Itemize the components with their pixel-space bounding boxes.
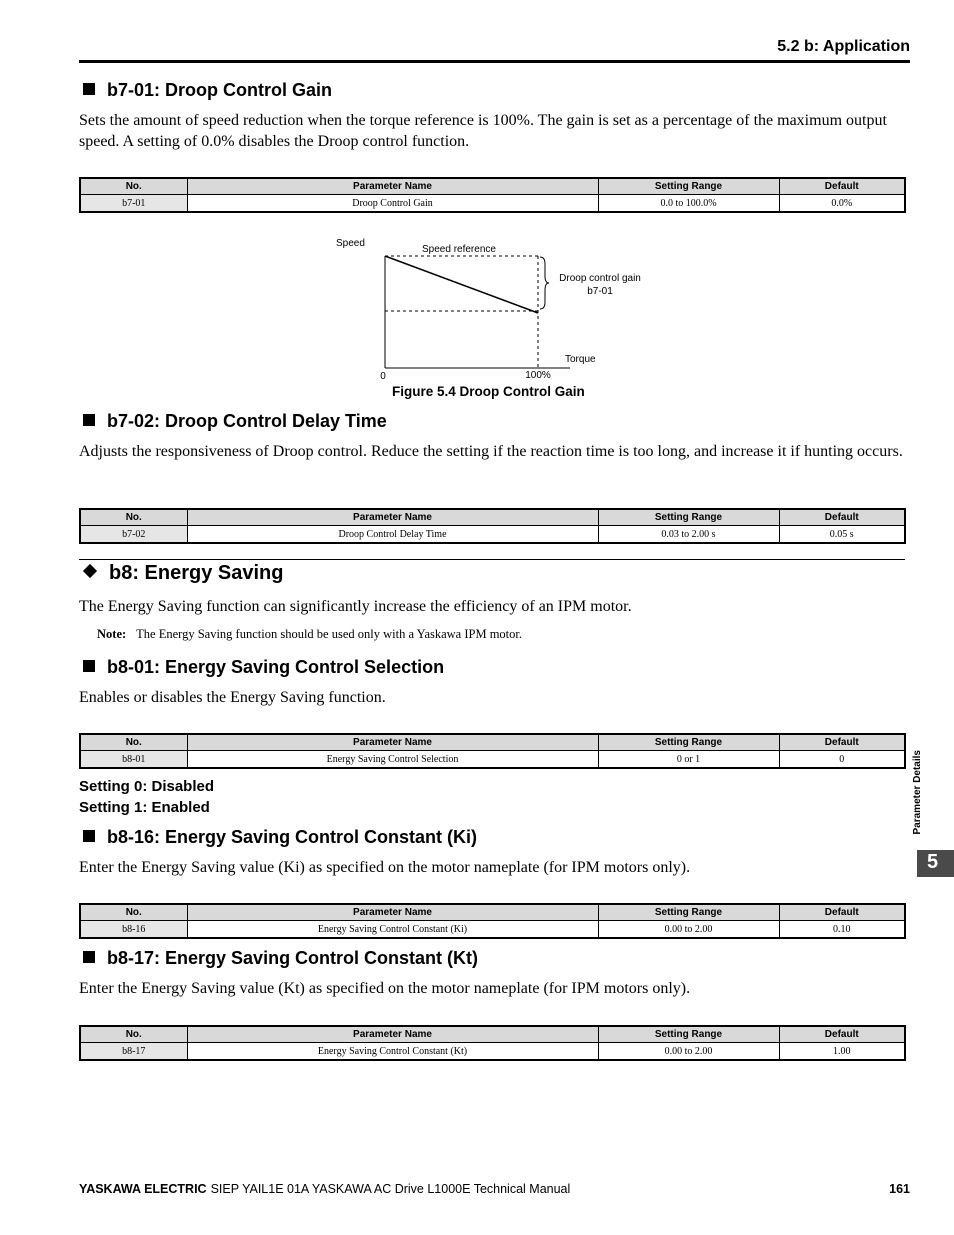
cell-no: b7-01 [80, 195, 187, 213]
cell-range: 0 or 1 [598, 751, 779, 769]
param-table-b7-01 [79, 177, 906, 213]
heading-text: b7-01: Droop Control Gain [107, 80, 332, 100]
cell-name: Energy Saving Control Constant (Ki) [187, 921, 598, 939]
square-bullet-icon [83, 414, 95, 426]
gain-label: Droop control gain [559, 273, 641, 284]
table-header-row [80, 509, 905, 526]
col-header-name: Parameter Name [187, 904, 598, 921]
col-header-no: No. [80, 904, 187, 921]
chapter-number: 5 [927, 851, 939, 873]
cell-range: 0.0 to 100.0% [598, 195, 779, 213]
col-header-no: No. [80, 509, 187, 526]
chapter-tab-text: Parameter Details [912, 750, 923, 835]
col-header-range: Setting Range [598, 1026, 779, 1043]
param-table-b7-02 [79, 508, 906, 544]
heading-b8-01 [83, 657, 444, 678]
gain-brace [540, 257, 549, 309]
droop-speed-line [385, 256, 538, 313]
square-bullet-icon [83, 660, 95, 672]
cell-range: 0.03 to 2.00 s [598, 526, 779, 544]
chapter-tab-label [906, 750, 946, 850]
cell-default: 0.10 [779, 921, 905, 939]
col-header-default: Default [779, 1026, 905, 1043]
page-number: 161 [889, 1182, 910, 1196]
heading-b7-02 [83, 411, 387, 432]
cell-name: Energy Saving Control Constant (Kt) [187, 1043, 598, 1061]
description-b8-16: Enter the Energy Saving value (Ki) as specified on the motor nameplate (for IPM motors only). [79, 859, 691, 876]
description-b7-01: Sets the amount of speed reduction when the torque reference is 100%. The gain is set as a percentage of the maximum output speed. A setting of 0.0% disables the Droop control function. [79, 112, 887, 150]
diamond-bullet-icon [83, 564, 97, 578]
cell-no: b7-02 [80, 526, 187, 544]
description-b8: The Energy Saving function can significantly increase the efficiency of an IPM motor. [79, 598, 632, 615]
col-header-default: Default [779, 509, 905, 526]
heading-text: b8-16: Energy Saving Control Constant (Ki) [107, 827, 478, 847]
cell-default: 0 [779, 751, 905, 769]
col-header-name: Parameter Name [187, 178, 598, 195]
param-table-b8-01 [79, 733, 906, 769]
param-table-b8-16 [79, 903, 906, 939]
col-header-name: Parameter Name [187, 1026, 598, 1043]
gain-parameter-label: b7-01 [587, 286, 613, 297]
heading-text: b8-17: Energy Saving Control Constant (Kt) [107, 948, 479, 968]
cell-name: Energy Saving Control Selection [187, 751, 598, 769]
heading-text: b7-02: Droop Control Delay Time [107, 411, 387, 431]
col-header-no: No. [80, 734, 187, 751]
description-b8-17: Enter the Energy Saving value (Kt) as specified on the motor nameplate (for IPM motors only). [79, 980, 691, 997]
description-b8-01: Enables or disables the Energy Saving function. [79, 689, 386, 706]
table-row [80, 921, 905, 939]
col-header-no: No. [80, 1026, 187, 1043]
footer-doc: SIEP YAIL1E 01A YASKAWA AC Drive L1000E Technical Manual [210, 1182, 571, 1196]
heading-text: b8: Energy Saving [109, 562, 284, 584]
cell-name: Droop Control Gain [187, 195, 598, 213]
description-b7-02: Adjusts the responsiveness of Droop control. Reduce the setting if the reaction time is too long, and increase it if hunting occurs. [79, 443, 903, 460]
cell-range: 0.00 to 2.00 [598, 921, 779, 939]
col-header-default: Default [779, 734, 905, 751]
x-tick-100-label: 100% [525, 370, 551, 381]
table-header-row [80, 904, 905, 921]
col-header-default: Default [779, 178, 905, 195]
cell-default: 0.0% [779, 195, 905, 213]
cell-default: 1.00 [779, 1043, 905, 1061]
square-bullet-icon [83, 83, 95, 95]
col-header-default: Default [779, 904, 905, 921]
cell-no: b8-01 [80, 751, 187, 769]
heading-b8-17 [83, 948, 478, 969]
setting-0: Setting 0: Disabled [79, 778, 215, 795]
table-header-row [80, 178, 905, 195]
col-header-range: Setting Range [598, 509, 779, 526]
cell-no: b8-16 [80, 921, 187, 939]
table-header-row [80, 734, 905, 751]
heading-b7-01 [83, 80, 332, 101]
x-axis-label: Torque [565, 354, 596, 365]
note-label: Note: [97, 627, 127, 641]
figure-caption: Figure 5.4 Droop Control Gain [392, 384, 585, 399]
footer [79, 1182, 570, 1196]
y-axis-label: Speed [336, 238, 365, 249]
setting-1: Setting 1: Enabled [79, 799, 210, 816]
col-header-range: Setting Range [598, 734, 779, 751]
note-text: The Energy Saving function should be used only with a Yaskawa IPM motor. [136, 627, 523, 641]
header-rule [79, 60, 910, 63]
note [97, 627, 522, 642]
table-row [80, 526, 905, 544]
heading-b8 [81, 562, 284, 585]
speed-reference-label: Speed reference [422, 244, 496, 255]
footer-brand: YASKAWA ELECTRIC [79, 1182, 207, 1196]
droop-control-gain-figure [330, 228, 660, 384]
col-header-name: Parameter Name [187, 734, 598, 751]
col-header-range: Setting Range [598, 904, 779, 921]
cell-no: b8-17 [80, 1043, 187, 1061]
square-bullet-icon [83, 951, 95, 963]
table-header-row [80, 1026, 905, 1043]
heading-b8-16 [83, 827, 477, 848]
heading-text: b8-01: Energy Saving Control Selection [107, 657, 445, 677]
table-row [80, 1043, 905, 1061]
col-header-no: No. [80, 178, 187, 195]
param-table-b8-17 [79, 1025, 906, 1061]
table-row [80, 195, 905, 213]
chapter-tab-number [917, 850, 954, 877]
table-row [80, 751, 905, 769]
section-header: 5.2 b: Application [777, 38, 910, 55]
square-bullet-icon [83, 830, 95, 842]
cell-name: Droop Control Delay Time [187, 526, 598, 544]
origin-label: 0 [380, 371, 386, 382]
cell-range: 0.00 to 2.00 [598, 1043, 779, 1061]
col-header-range: Setting Range [598, 178, 779, 195]
col-header-name: Parameter Name [187, 509, 598, 526]
cell-default: 0.05 s [779, 526, 905, 544]
section-rule [79, 559, 905, 560]
